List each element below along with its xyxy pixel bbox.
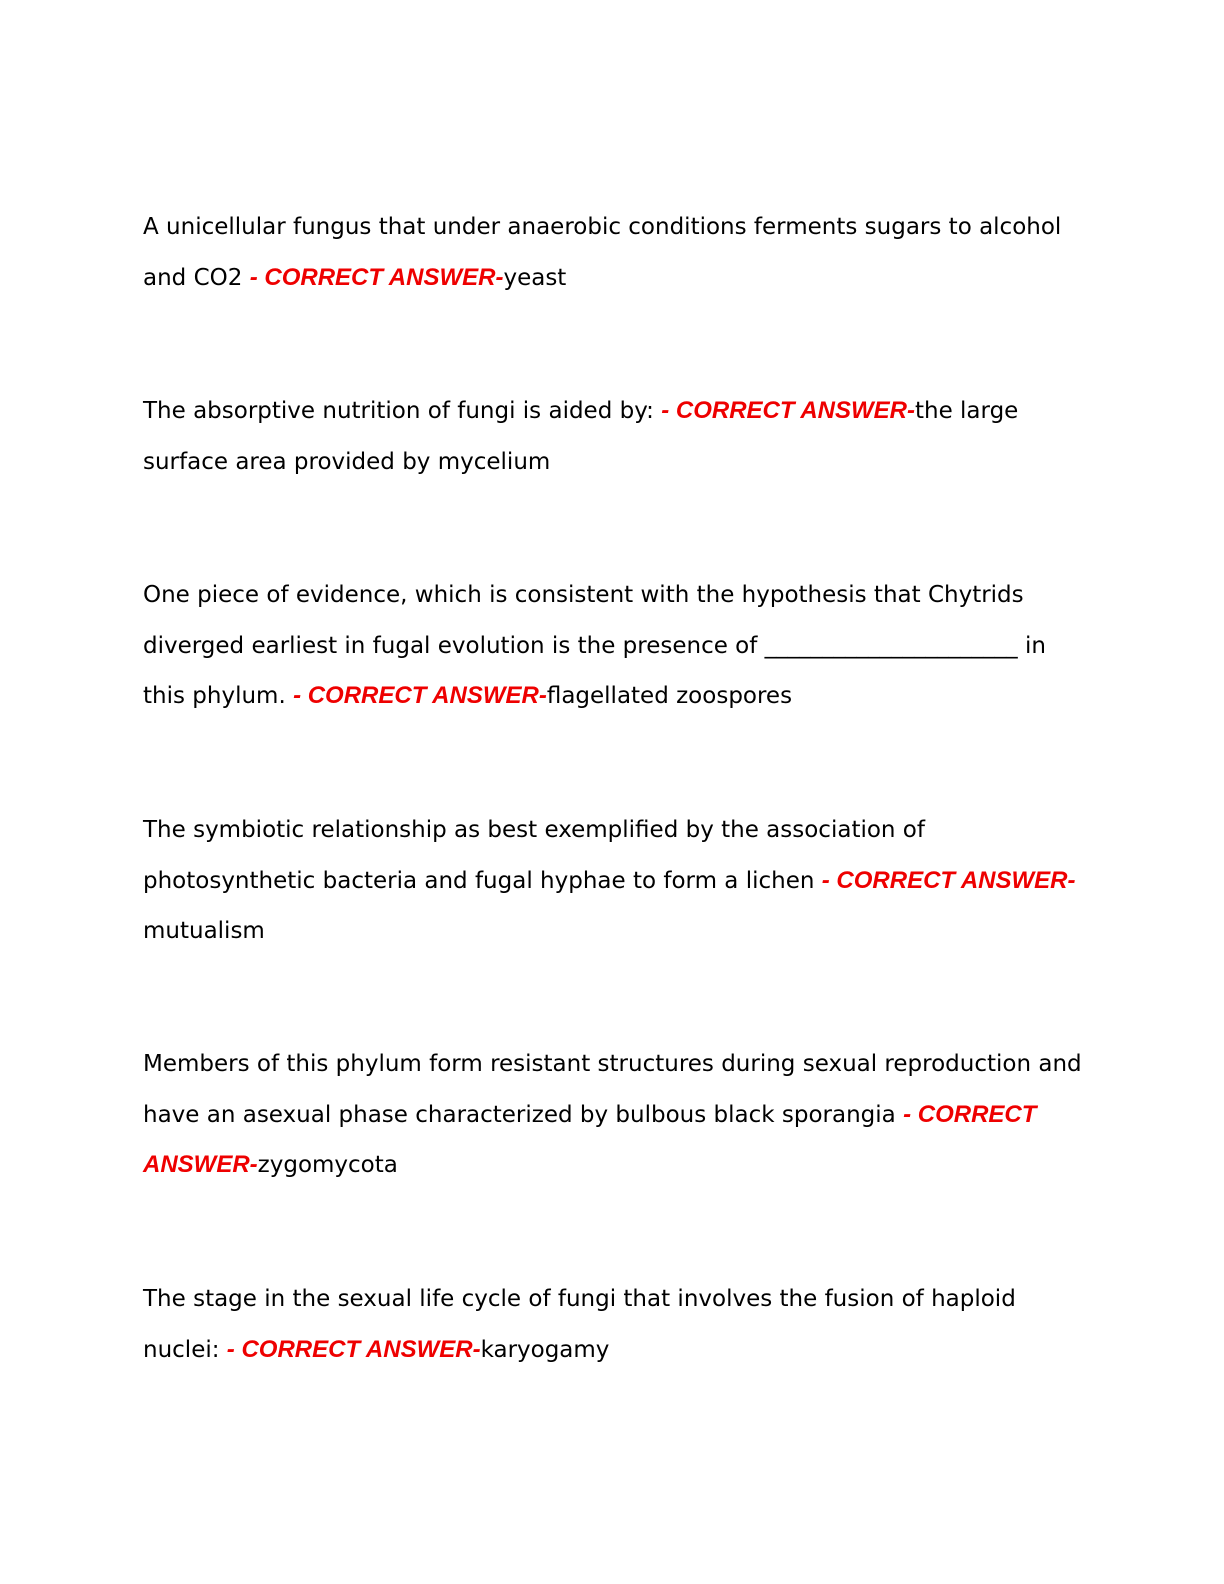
correct-answer-marker: - CORRECT ANSWER- bbox=[293, 682, 547, 709]
correct-answer-marker: - CORRECT ANSWER- bbox=[143, 1100, 1037, 1178]
correct-answer-marker: - CORRECT ANSWER- bbox=[226, 1335, 481, 1363]
question-text: One piece of evidence, which is consistent with the hypothesis that Chytrids diverged earliest in fugal evolution is the presence of ______________________ in this phylum. bbox=[143, 582, 1046, 709]
answer-text: flagellated zoospores bbox=[546, 683, 793, 709]
qa-item bbox=[143, 570, 1083, 722]
question-text: The absorptive nutrition of fungi is aided by: bbox=[143, 398, 662, 424]
correct-answer-marker: - CORRECT ANSWER- bbox=[249, 263, 504, 291]
answer-text: mutualism bbox=[143, 918, 265, 944]
answer-text: yeast bbox=[503, 264, 567, 291]
answer-text: the large surface area provided by mycelium bbox=[143, 398, 1019, 475]
question-text: The stage in the sexual life cycle of fungi that involves the fusion of haploid nuclei: bbox=[143, 1286, 1016, 1363]
qa-item bbox=[143, 386, 1083, 487]
qa-item bbox=[143, 1039, 1083, 1191]
question-text: Members of this phylum form resistant structures during sexual reproduction and have an asexual phase characterized by bulbous black sporangia bbox=[143, 1051, 1082, 1128]
qa-item bbox=[143, 805, 1083, 957]
question-text: A unicellular fungus that under anaerobic conditions ferments sugars to alcohol and CO2 bbox=[143, 214, 1062, 291]
question-text: The symbiotic relationship as best exemplified by the association of photosynthetic bacteria and fugal hyphae to form a lichen bbox=[143, 817, 925, 894]
qa-item bbox=[143, 202, 1083, 303]
correct-answer-marker: - CORRECT ANSWER- bbox=[821, 866, 1076, 894]
qa-item bbox=[143, 1274, 1083, 1375]
correct-answer-marker: - CORRECT ANSWER- bbox=[661, 397, 915, 424]
answer-text: karyogamy bbox=[480, 1336, 610, 1363]
answer-text: zygomycota bbox=[257, 1152, 398, 1178]
